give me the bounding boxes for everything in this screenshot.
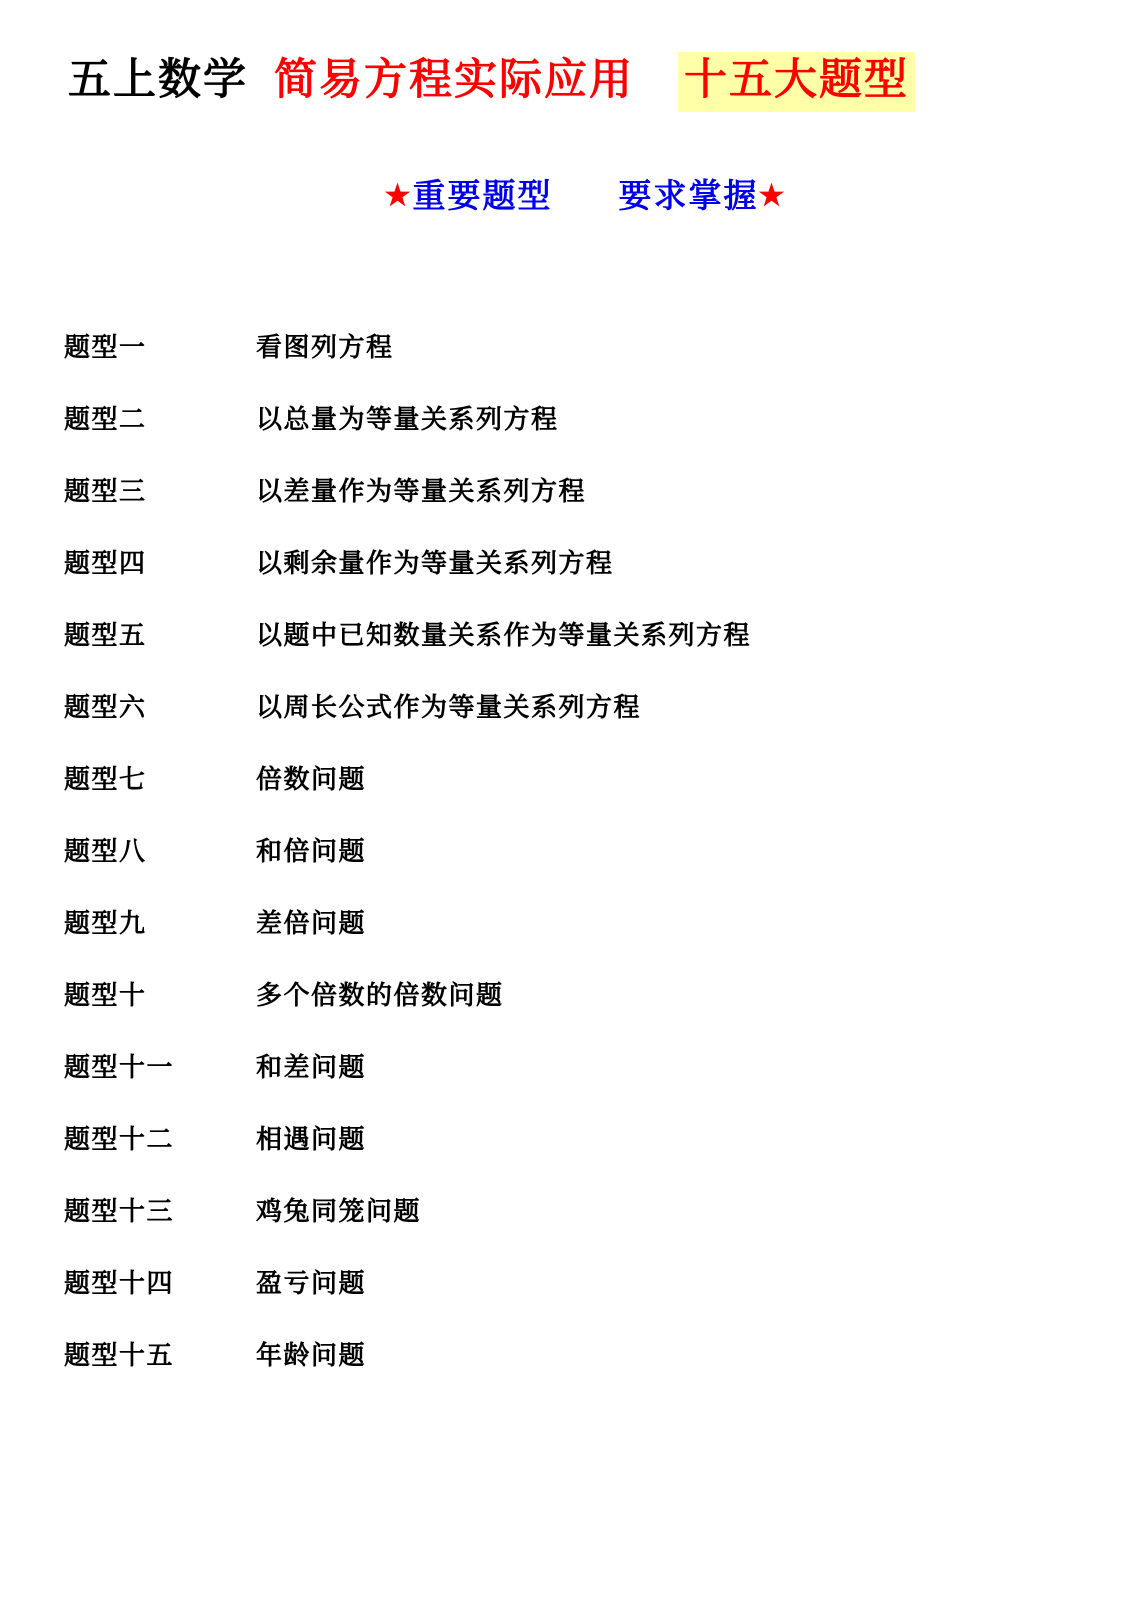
list-item-label: 题型二 [64,404,147,434]
list-item-text: 以总量为等量关系列方程 [256,404,559,434]
list-item [64,1191,1067,1263]
list-item [64,903,1067,975]
list-item-text: 以剩余量作为等量关系列方程 [256,548,614,578]
list-item-label: 题型十三 [64,1196,175,1226]
list-item-label: 题型一 [64,332,147,362]
list-item-text: 倍数问题 [256,764,367,794]
list-item [64,1119,1067,1191]
list-item [64,759,1067,831]
list-item-text: 以题中已知数量关系作为等量关系列方程 [256,620,752,650]
list-item-label: 题型七 [64,764,147,794]
list-item-label: 题型四 [64,548,147,578]
list-item-label: 题型十 [64,980,147,1010]
list-item [64,471,1067,543]
list-item [64,1263,1067,1335]
topic-list [64,327,1067,1407]
list-item-text: 以周长公式作为等量关系列方程 [256,692,642,722]
list-item [64,1335,1067,1407]
list-item-label: 题型三 [64,476,147,506]
list-item [64,687,1067,759]
subtitle-left-text: 重要题型 [412,178,553,215]
list-item [64,831,1067,903]
list-item [64,1047,1067,1119]
title-subject: 五上数学 [68,57,248,104]
list-item-text: 盈亏问题 [256,1268,367,1298]
list-item-label: 题型五 [64,620,147,650]
title-topic: 简易方程实际应用 [274,57,634,104]
list-item-text: 差倍问题 [256,908,367,938]
list-item [64,615,1067,687]
list-item-text: 和差问题 [256,1052,367,1082]
list-item-text: 以差量作为等量关系列方程 [256,476,587,506]
list-item-label: 题型十五 [64,1340,175,1370]
list-item [64,327,1067,399]
list-item-label: 题型十四 [64,1268,175,1298]
list-item [64,543,1067,615]
list-item-label: 题型十二 [64,1124,175,1154]
title-highlight-badge: 十五大题型 [678,52,915,112]
list-item-text: 鸡兔同笼问题 [256,1196,422,1226]
list-item-text: 看图列方程 [256,332,394,362]
list-item [64,975,1067,1047]
list-item-label: 题型八 [64,836,147,866]
subtitle [64,170,1067,217]
list-item-label: 题型九 [64,908,147,938]
list-item-text: 多个倍数的倍数问题 [256,980,504,1010]
star-icon-left: ★ [384,179,413,212]
subtitle-right-text: 要求掌握 [618,178,759,215]
list-item-text: 和倍问题 [256,836,367,866]
list-item-text: 年龄问题 [256,1340,367,1370]
list-item [64,399,1067,471]
page-title [64,52,1067,112]
list-item-text: 相遇问题 [256,1124,367,1154]
star-icon-right: ★ [758,179,787,212]
list-item-label: 题型六 [64,692,147,722]
list-item-label: 题型十一 [64,1052,175,1082]
